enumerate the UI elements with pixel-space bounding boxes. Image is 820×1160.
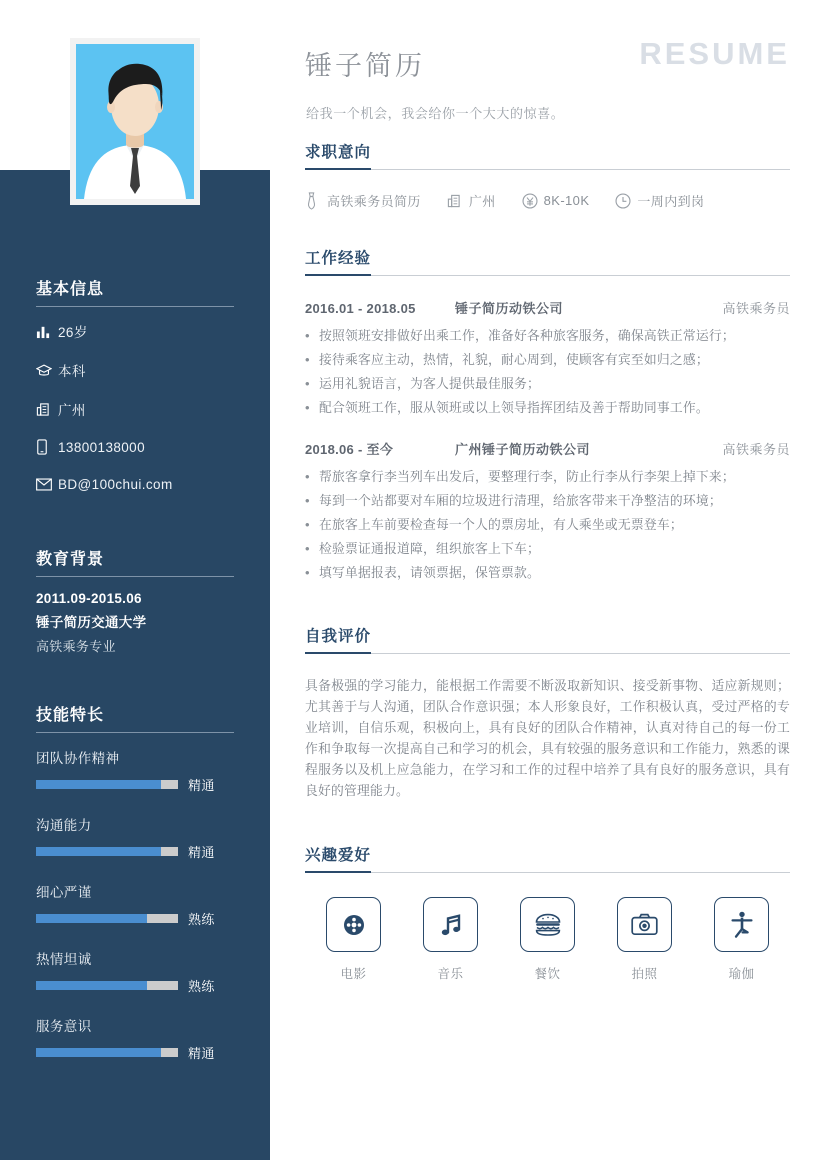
skill-bar-track (36, 780, 178, 789)
basic-info-title: 基本信息 (36, 281, 105, 298)
skill-bar-fill (36, 780, 161, 789)
skill-level: 精通 (188, 778, 215, 793)
experience-duty-text: 帮旅客拿行李当列车出发后，要整理行李，防止行李从行李架上掉下来； (319, 469, 735, 484)
experience-duty-item (305, 350, 790, 369)
skill-bar-row (36, 1043, 234, 1062)
necktie-icon (305, 192, 327, 210)
hobby-label: 瑜伽 (728, 967, 755, 981)
skill-bar-fill (36, 981, 147, 990)
skill-bar-fill (36, 847, 161, 856)
info-value-city: 广州 (58, 403, 86, 418)
info-value-degree: 本科 (58, 364, 86, 379)
experience-title: 工作经验 (305, 246, 371, 276)
experience-company: 锤子简历动铁公司 (455, 301, 564, 316)
skill-bar-row (36, 842, 234, 861)
experience-position: 高铁乘务员 (722, 301, 790, 316)
skill-bar-row (36, 775, 234, 794)
self-evaluation-text: 具备极强的学习能力，能根据工作需要不断汲取新知识、接受新事物、适应新规则；尤其善于与人沟通，团队合作意识强；本人形象良好，工作积极认真，受过严格的专业培训，自信乐观，积极向上，具有良好的团队合作精神，认真对待自己的每一份工作和争取每一次提高自己和学习的机会，具有较强的服务意识和工作能力，熟悉的课程服务以及机上应急能力，在学习和工作的过程中培养了具有良好的服务意识，具有良好的管理能力。 (305, 678, 790, 798)
envelope-icon (36, 475, 58, 493)
skill-item (36, 1015, 234, 1062)
experience-duty-item (305, 515, 790, 534)
info-row-email (36, 475, 234, 493)
skill-item (36, 881, 234, 928)
experience-duty-item (305, 467, 790, 486)
skill-bar-track (36, 914, 178, 923)
experience-section (305, 246, 790, 582)
skill-bar-fill (36, 914, 147, 923)
experience-duty-item (305, 491, 790, 510)
experience-company: 广州锤子简历动铁公司 (455, 442, 591, 457)
yen-circle-icon (522, 193, 544, 209)
experience-position: 高铁乘务员 (722, 442, 790, 457)
intention-title: 求职意向 (305, 140, 371, 170)
intention-value-position: 高铁乘务员简历 (327, 194, 421, 209)
hobby-label: 餐饮 (534, 967, 561, 981)
hobbies-heading (305, 843, 790, 873)
skills-title: 技能特长 (36, 707, 105, 724)
skill-level: 熟练 (188, 912, 215, 927)
self-evaluation-divider (305, 653, 790, 654)
intention-value-salary: 8K-10K (543, 193, 590, 208)
intention-divider (305, 169, 790, 170)
building-icon (36, 400, 58, 418)
graduation-cap-icon (36, 361, 58, 379)
experience-entry (305, 439, 790, 582)
hobby-item (596, 897, 693, 982)
skill-name: 服务意识 (36, 1019, 92, 1034)
bullet-icon: • (305, 541, 310, 556)
experience-duty-text: 配合领班工作，服从领班或以上领导指挥团结及善于帮助同事工作。 (319, 400, 709, 415)
experience-duty-text: 在旅客上车前要检查每一个人的票房址，有人乘坐或无票登车； (319, 517, 683, 532)
self-evaluation-heading (305, 624, 790, 654)
intention-item-position (305, 191, 421, 210)
intention-heading (305, 140, 790, 170)
experience-duty-text: 接待乘客应主动，热情，礼貌，耐心周到，使顾客有宾至如归之感； (319, 352, 709, 367)
sidebar (0, 170, 270, 1160)
bullet-icon: • (305, 469, 310, 484)
hobby-item (693, 897, 790, 982)
avatar (70, 38, 200, 205)
skills-section (36, 702, 234, 1082)
hobby-label: 电影 (340, 967, 367, 981)
info-value-age: 26岁 (58, 325, 88, 340)
hobbies-title: 兴趣爱好 (305, 843, 371, 873)
skill-name: 沟通能力 (36, 818, 92, 833)
clock-icon (615, 193, 637, 209)
hobby-item (499, 897, 596, 982)
hobby-label: 拍照 (631, 967, 658, 981)
experience-date: 2016.01 - 2018.05 (305, 301, 416, 316)
experience-heading (305, 246, 790, 276)
skill-bar-row (36, 909, 234, 928)
basic-info-divider (36, 306, 234, 307)
skill-name: 热情坦诚 (36, 952, 92, 967)
info-row-age (36, 321, 234, 341)
intention-section (305, 140, 790, 210)
hobby-item (402, 897, 499, 982)
experience-duty-list (305, 467, 790, 582)
main-content (305, 0, 790, 982)
skills-divider (36, 732, 234, 733)
intention-item-city (447, 191, 496, 210)
experience-duty-text: 运用礼貌语言，为客人提供最佳服务； (319, 376, 540, 391)
intention-value-availability: 一周内到岗 (637, 194, 705, 209)
intention-items (305, 191, 790, 210)
experience-date: 2018.06 - 至今 (305, 442, 394, 457)
resume-watermark: RESUME (639, 36, 790, 71)
self-evaluation-section (305, 624, 790, 801)
skill-item (36, 747, 234, 794)
info-row-degree (36, 360, 234, 380)
bullet-icon: • (305, 400, 310, 415)
education-date: 2011.09-2015.06 (36, 591, 142, 606)
info-value-email: BD@100chui.com (58, 476, 173, 492)
skills-list (36, 747, 234, 1062)
skill-level: 精通 (188, 845, 215, 860)
skill-name: 细心严谨 (36, 885, 92, 900)
education-divider (36, 576, 234, 577)
info-row-city (36, 399, 234, 419)
skill-level: 熟练 (188, 979, 215, 994)
skill-item (36, 948, 234, 995)
skill-bar-track (36, 847, 178, 856)
skill-level: 精通 (188, 1046, 215, 1061)
education-major: 高铁乘务专业 (36, 639, 116, 654)
intention-item-availability (615, 191, 704, 210)
education-title: 教育背景 (36, 551, 105, 568)
experience-duty-item (305, 539, 790, 558)
yoga-icon (714, 897, 769, 952)
basic-info-section (36, 276, 234, 512)
info-row-phone (36, 438, 234, 456)
experience-list (305, 298, 790, 582)
intention-item-salary (522, 193, 590, 209)
music-note-icon (423, 897, 478, 952)
experience-entry (305, 298, 790, 417)
experience-entry-header (305, 439, 790, 458)
self-evaluation-title: 自我评价 (305, 624, 371, 654)
avatar-photo (76, 44, 194, 199)
page-title: 锤子简历 (305, 51, 425, 81)
tagline: 给我一个机会，我会给你一个大大的惊喜。 (306, 106, 565, 121)
hobbies-section (305, 843, 790, 982)
bullet-icon: • (305, 517, 310, 532)
info-value-phone: 13800138000 (58, 439, 145, 455)
camera-icon (617, 897, 672, 952)
experience-duty-text: 每到一个站都要对车厢的垃圾进行清理，给旅客带来干净整洁的环境； (319, 493, 722, 508)
bullet-icon: • (305, 376, 310, 391)
skill-bar-track (36, 1048, 178, 1057)
bullet-icon: • (305, 328, 310, 343)
burger-icon (520, 897, 575, 952)
intention-value-city: 广州 (468, 194, 496, 209)
building-icon (447, 193, 469, 209)
experience-duty-item (305, 563, 790, 582)
bullet-icon: • (305, 352, 310, 367)
skill-bar-track (36, 981, 178, 990)
bullet-icon: • (305, 493, 310, 508)
education-section (36, 546, 234, 655)
skill-name: 团队协作精神 (36, 751, 120, 766)
experience-duty-item (305, 374, 790, 393)
education-school: 锤子简历交通大学 (36, 615, 147, 630)
experience-divider (305, 275, 790, 276)
skill-bar-fill (36, 1048, 161, 1057)
film-reel-icon (326, 897, 381, 952)
hobbies-divider (305, 872, 790, 873)
experience-duty-text: 按照领班安排做好出乘工作，准备好各种旅客服务，确保高铁正常运行； (319, 328, 735, 343)
header (305, 0, 790, 140)
experience-duty-list (305, 326, 790, 417)
experience-entry-header (305, 298, 790, 317)
hobby-label: 音乐 (437, 967, 464, 981)
experience-duty-text: 填写单据报表，请领票据，保管票款。 (319, 565, 540, 580)
hobbies-list (305, 897, 790, 982)
experience-duty-item (305, 398, 790, 417)
hobby-item (305, 897, 402, 982)
experience-duty-text: 检验票证通报道障，组织旅客上下车； (319, 541, 540, 556)
skill-item (36, 814, 234, 861)
bullet-icon: • (305, 565, 310, 580)
bar-chart-icon (36, 322, 58, 340)
experience-duty-item (305, 326, 790, 345)
skill-bar-row (36, 976, 234, 995)
phone-icon (36, 438, 58, 456)
